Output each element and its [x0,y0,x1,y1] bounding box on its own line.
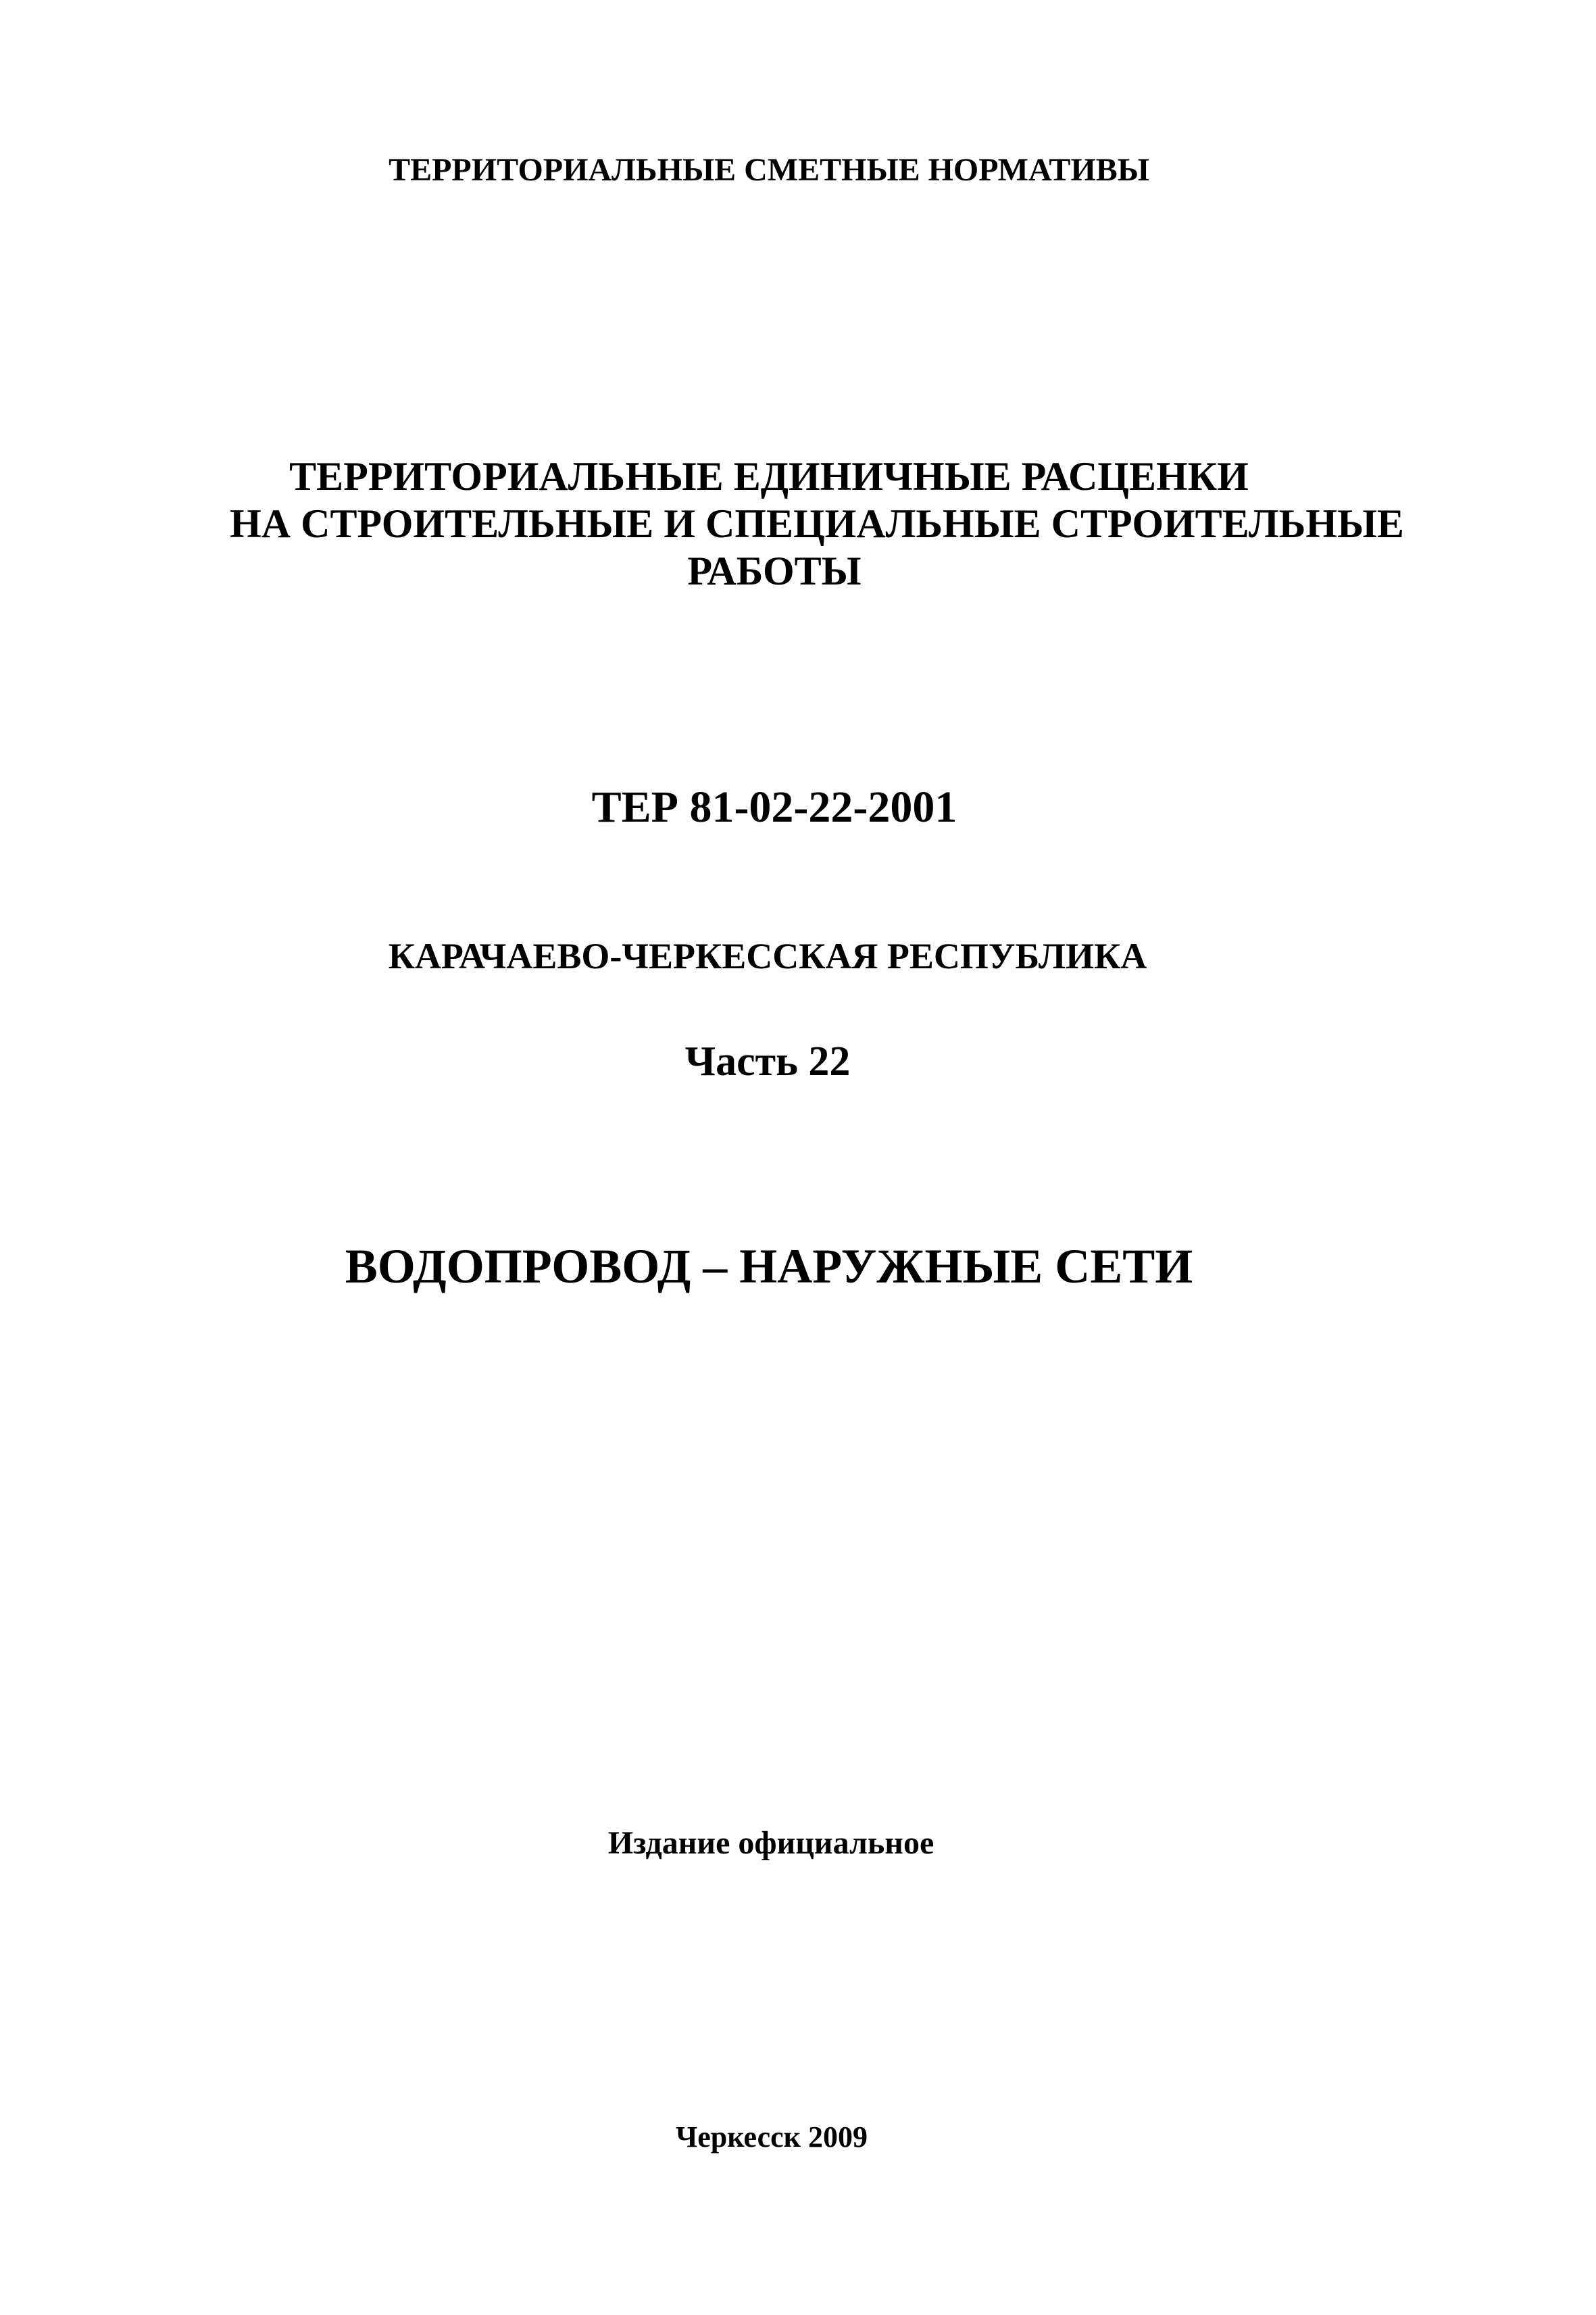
series-header: ТЕРРИТОРИАЛЬНЫЕ СМЕТНЫЕ НОРМАТИВЫ [389,152,1149,188]
part-number: Часть 22 [684,1039,851,1085]
imprint-place-year: Черкесск 2009 [675,2120,868,2154]
part-subject: ВОДОПРОВОД – НАРУЖНЫЕ СЕТИ [345,1239,1193,1293]
region-name: КАРАЧАЕВО-ЧЕРКЕССКАЯ РЕСПУБЛИКА [388,936,1147,976]
document-title-line-3: РАБОТЫ [687,549,862,593]
edition-note: Издание официальное [607,1825,934,1861]
document-code: ТЕР 81-02-22-2001 [591,782,957,832]
document-title-line-2: НА СТРОИТЕЛЬНЫЕ И СПЕЦИАЛЬНЫЕ СТРОИТЕЛЬНЫЕ [230,501,1404,546]
document-title-line-1: ТЕРРИТОРИАЛЬНЫЕ ЕДИНИЧНЫЕ РАСЦЕНКИ [289,454,1249,499]
